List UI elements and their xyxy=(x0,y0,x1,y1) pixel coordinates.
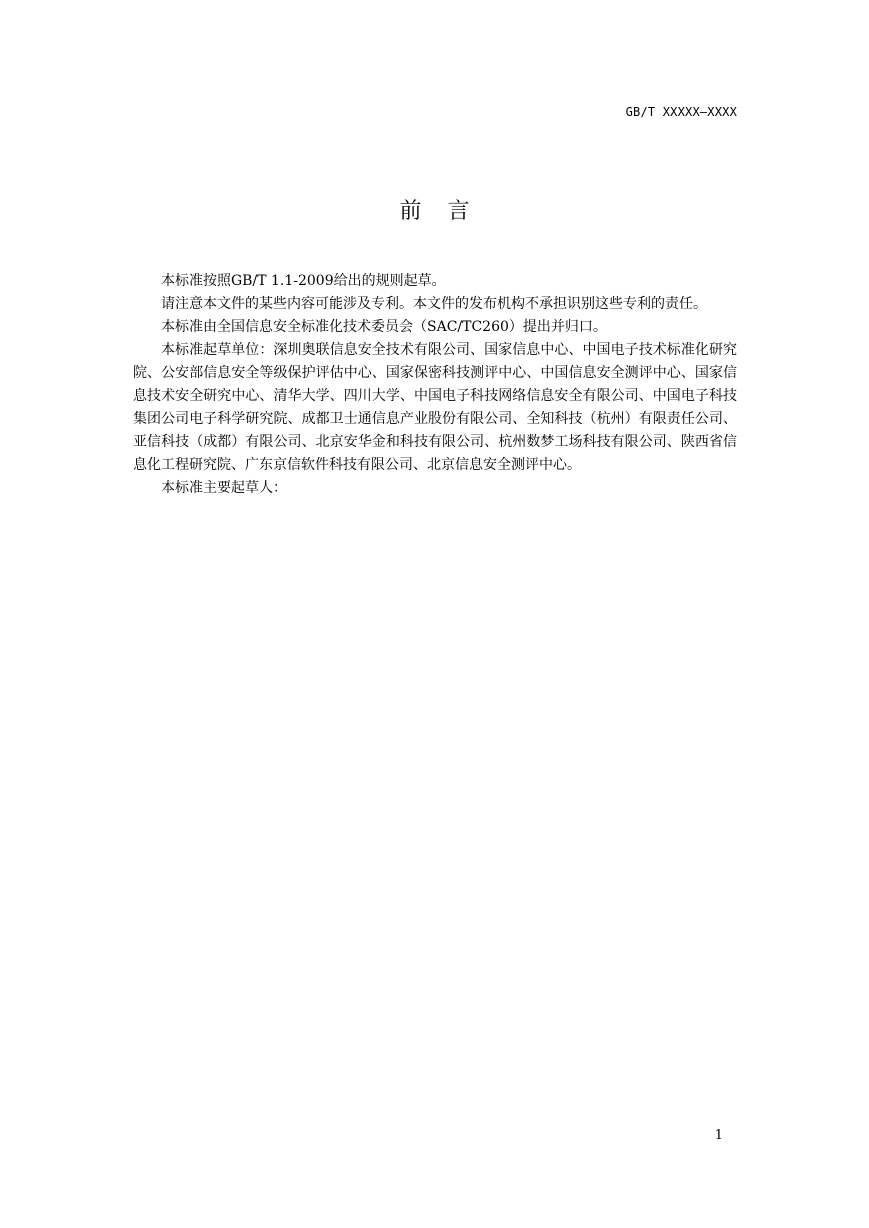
page-number: 1 xyxy=(714,1128,723,1143)
paragraph-patent-notice: 请注意本文件的某些内容可能涉及专利。本文件的发布机构不承担识别这些专利的责任。 xyxy=(161,296,707,312)
paragraph-drafting-rules: 本标准按照GB/T 1.1-2009给出的规则起草。 xyxy=(161,273,446,289)
paragraph-main-drafters: 本标准主要起草人： xyxy=(161,480,287,496)
paragraph-proposer: 本标准由全国信息安全标准化技术委员会（SAC/TC260）提出并归口。 xyxy=(161,319,607,335)
paragraph-drafting-units: 本标准起草单位：深圳奥联信息安全技术有限公司、国家信息中心、中国电子技术标准化研究院、公安部信息安全等级保护评估中心、国家保密科技测评中心、中国信息安全测评中心、国家信息技术安全研究中心、清华大学、四川大学、中国电子科技网络信息安全有限公司、中国电子科技集团公司电子科学研究院、成都卫士通信息产业股份有限公司、全知科技（杭州）有限责任公司、亚信科技（成都）有限公司、北京安华金和科技有限公司、杭州数梦工场科技有限公司、陕西省信息化工程研究院、广东京信软件科技有限公司、北京信息安全测评中心。 xyxy=(133,342,737,473)
page-title: 前言 xyxy=(399,199,496,224)
document-code: GB/T XXXXX—XXXX xyxy=(625,105,737,119)
document-body xyxy=(133,270,737,500)
